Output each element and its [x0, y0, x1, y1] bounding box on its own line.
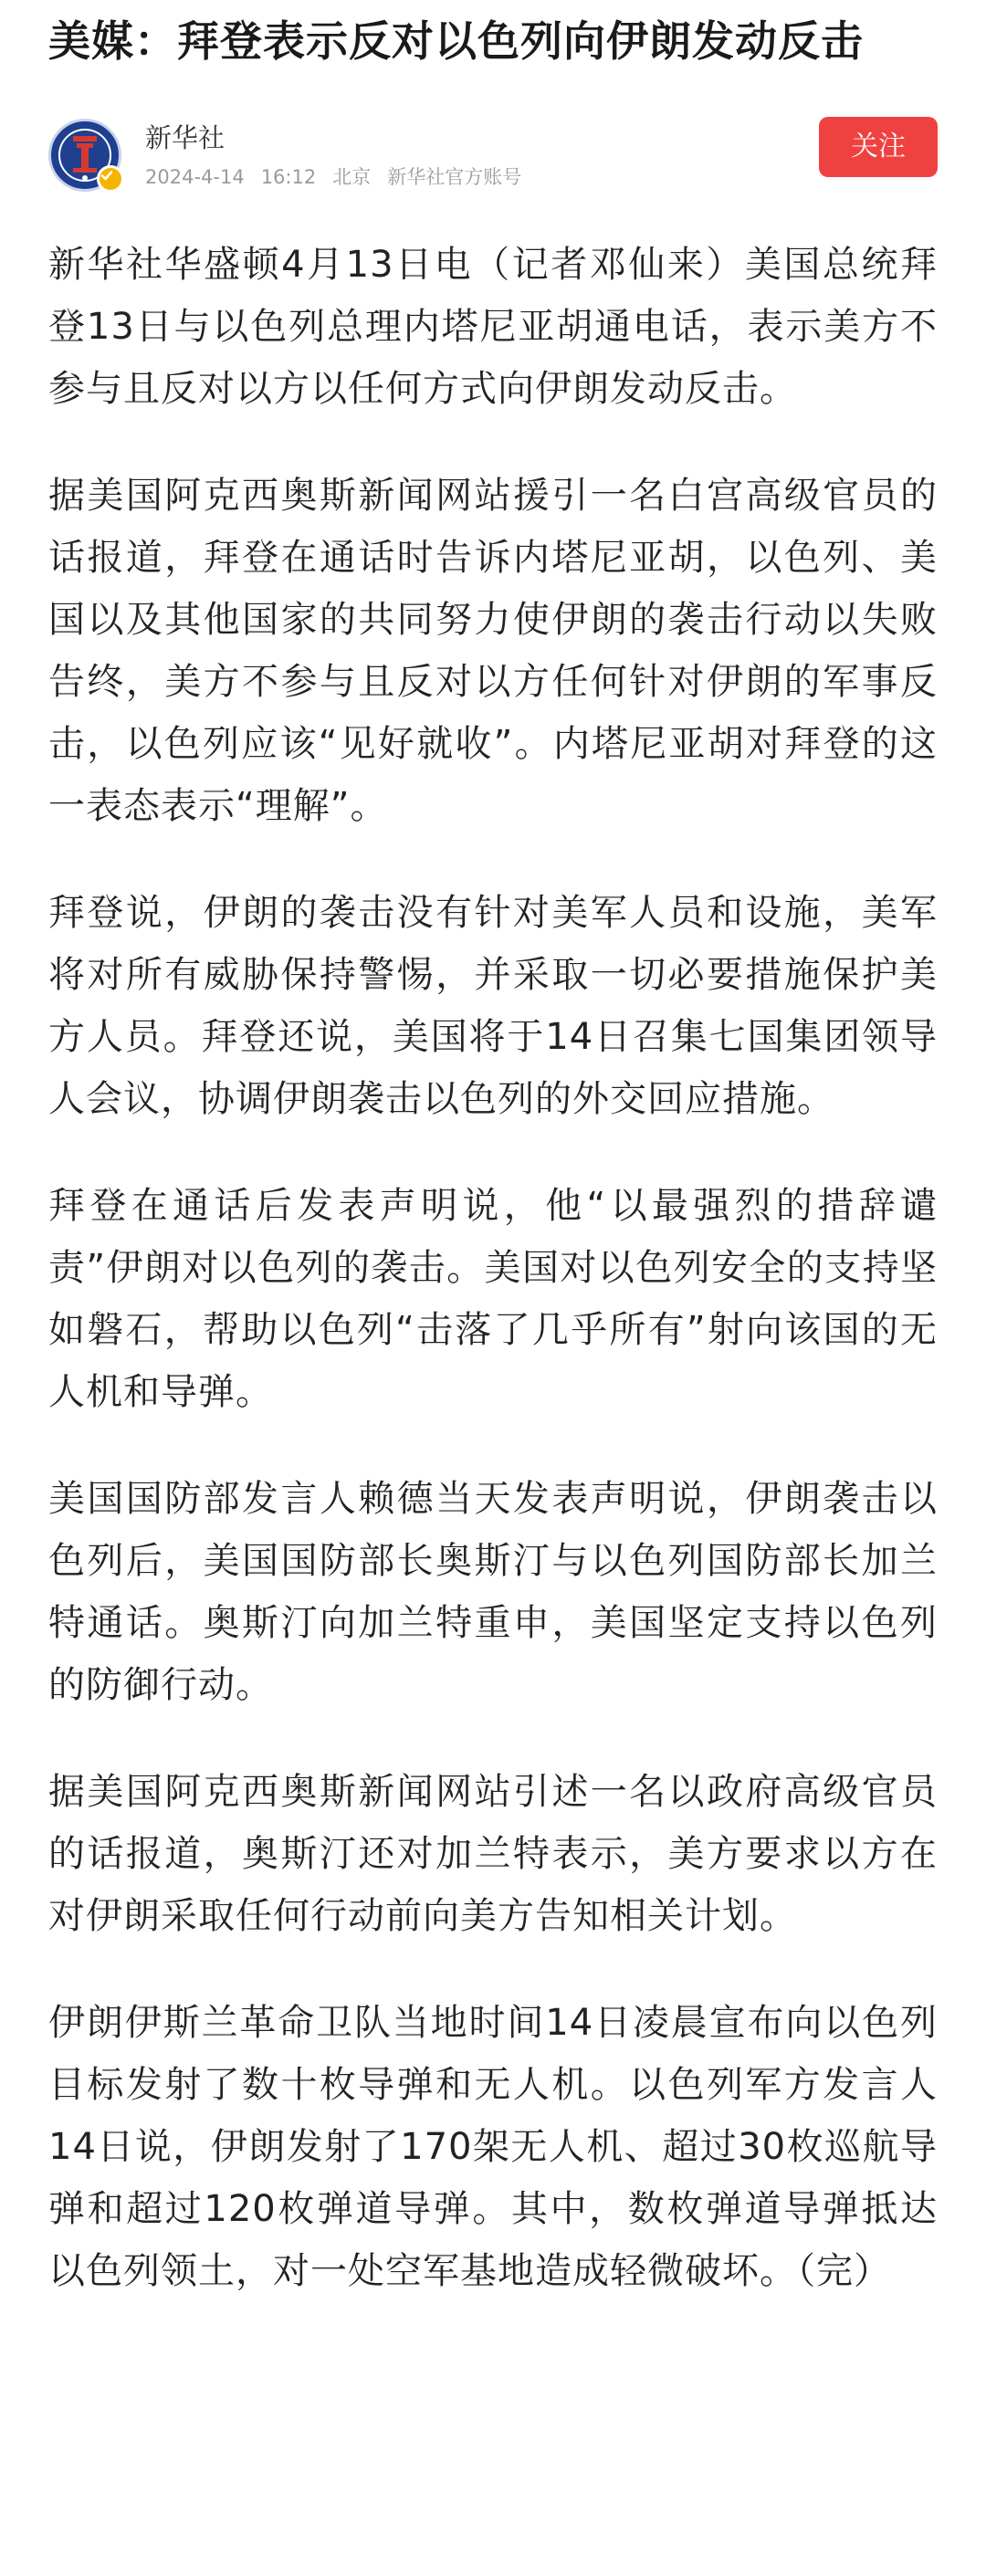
publish-time: 16:12 [260, 166, 317, 188]
article-body [48, 234, 938, 2302]
publish-location: 北京 [332, 166, 372, 188]
author-name[interactable]: 新华社 [145, 122, 226, 153]
article-paragraph: 据美国阿克西奥斯新闻网站援引一名白宫高级官员的话报道，拜登在通话时告诉内塔尼亚胡，以色列、美国以及其他国家的共同努力使伊朗的袭击行动以失败告终，美方不参与且反对以方任何针对伊朗的军事反击，以色列应该“见好就收”。内塔尼亚胡对拜登的这一表态表示“理解”。 [48, 475, 938, 827]
verified-badge-icon [97, 165, 124, 193]
article-paragraph: 拜登说，伊朗的袭击没有针对美军人员和设施，美军将对所有威胁保持警惕，并采取一切必要措施保护美方人员。拜登还说，美国将于14日召集七国集团领导人会议，协调伊朗袭击以色列的外交回应措施。 [48, 892, 938, 1120]
article-paragraph: 伊朗伊斯兰革命卫队当地时间14日凌晨宣布向以色列目标发射了数十枚导弹和无人机。以色列军方发言人14日说，伊朗发射了170架无人机、超过30枚巡航导弹和超过120枚弹道导弹。其中，数枚弹道导弹抵达以色列领土，对一处空军基地造成轻微破坏。（完） [48, 2002, 938, 2292]
article-title: 美媒：拜登表示反对以色列向伊朗发动反击 [48, 16, 864, 66]
article-paragraph: 新华社华盛顿4月13日电（记者邓仙来）美国总统拜登13日与以色列总理内塔尼亚胡通电话，表示美方不参与且反对以方以任何方式向伊朗发动反击。 [48, 244, 938, 410]
account-label: 新华社官方账号 [387, 166, 522, 188]
author-row [48, 104, 938, 206]
publish-date: 2024-4-14 [145, 166, 245, 188]
avatar[interactable] [48, 119, 121, 192]
article-paragraph: 美国国防部发言人赖德当天发表声明说，伊朗袭击以色列后，美国国防部长奥斯汀与以色列国防部长加兰特通话。奥斯汀向加兰特重申，美国坚定支持以色列的防御行动。 [48, 1478, 938, 1706]
article-paragraph: 拜登在通话后发表声明说，他“以最强烈的措辞谴责”伊朗对以色列的袭击。美国对以色列安全的支持坚如磐石，帮助以色列“击落了几乎所有”射向该国的无人机和导弹。 [48, 1185, 938, 1413]
follow-button[interactable]: 关注 [819, 117, 938, 177]
article-paragraph: 据美国阿克西奥斯新闻网站引述一名以政府高级官员的话报道，奥斯汀还对加兰特表示，美方要求以方在对伊朗采取任何行动前向美方告知相关计划。 [48, 1771, 938, 1937]
